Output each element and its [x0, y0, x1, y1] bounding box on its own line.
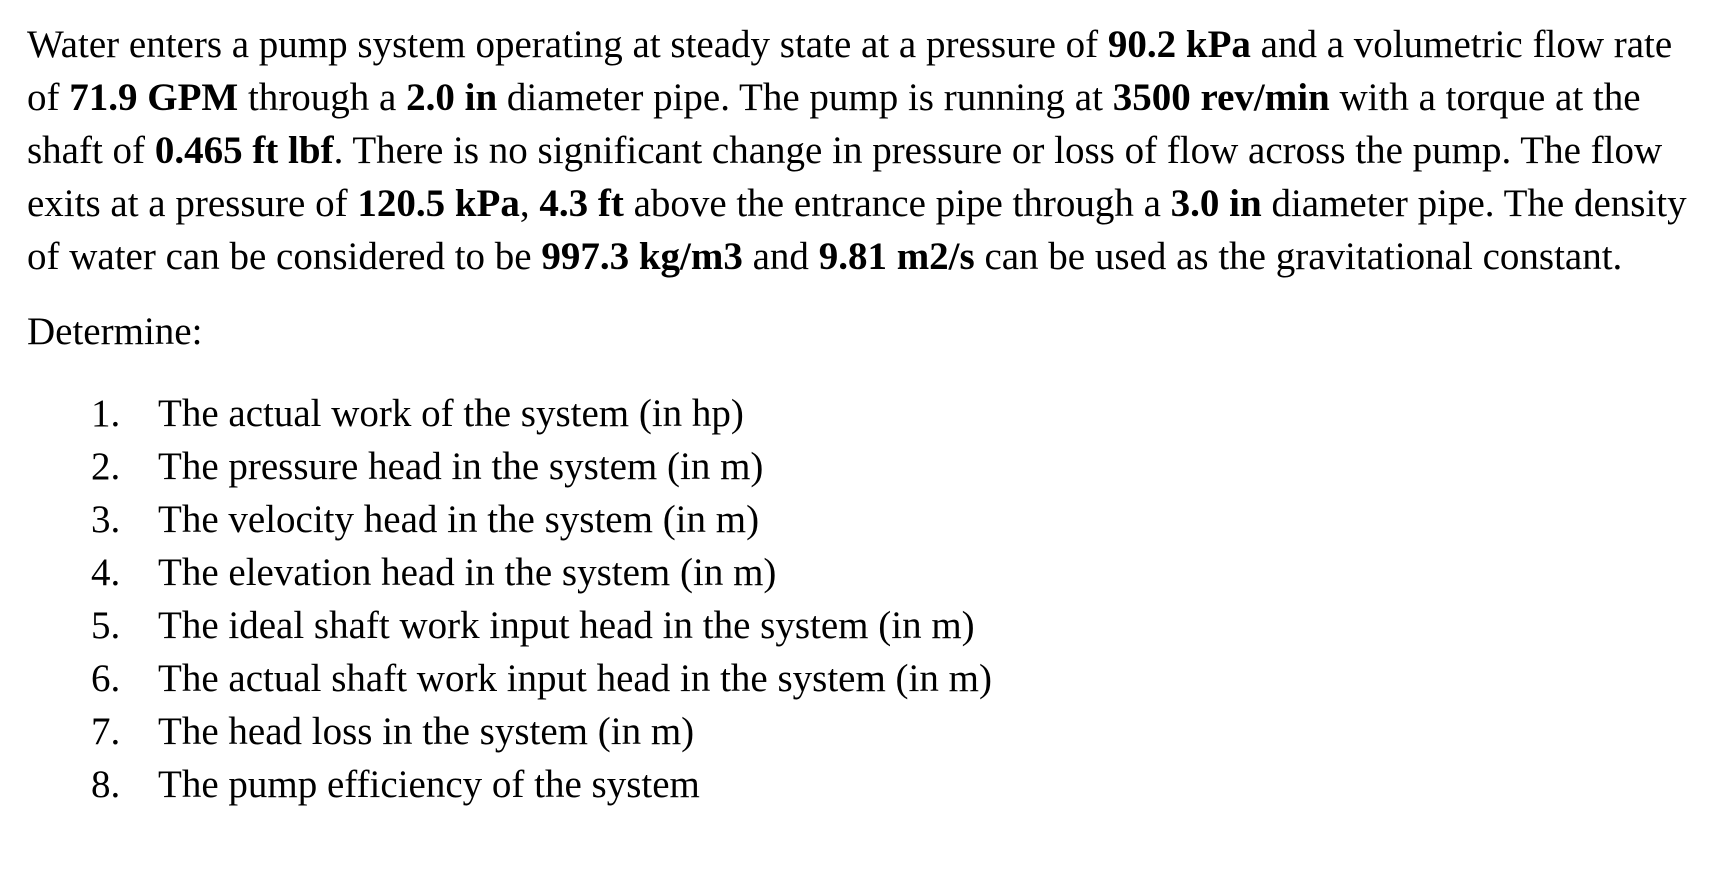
problem-text: and a volumetric flow rate of	[27, 23, 1673, 119]
gravity-value: 9.81 m2/s	[818, 235, 975, 278]
item-text: The pump efficiency of the system	[158, 763, 700, 806]
list-item	[27, 599, 1697, 652]
problem-text: above the entrance pipe through a	[623, 182, 1171, 225]
item-number: 4.	[91, 551, 121, 594]
document	[27, 18, 1697, 811]
item-text: The actual shaft work input head in the system (in m)	[158, 657, 992, 700]
outlet-diameter-value: 3.0 in	[1170, 182, 1262, 225]
item-number: 3.	[91, 498, 121, 541]
problem-text: . There is no significant change in pressure or loss of flow across the pump. The flow exits at a pressure of	[27, 129, 1663, 225]
problem-text: can be used as the gravitational constant.	[974, 235, 1623, 278]
list-item	[27, 440, 1697, 493]
problem-text: with a torque at the shaft of	[27, 76, 1641, 172]
item-text: The actual work of the system (in hp)	[158, 392, 744, 435]
inlet-pressure-value: 90.2 kPa	[1107, 23, 1251, 66]
determine-heading: Determine:	[27, 310, 203, 353]
problem-text: Water enters a pump system operating at steady state at a pressure of	[27, 23, 1108, 66]
item-number: 1.	[91, 392, 121, 435]
item-number: 6.	[91, 657, 121, 700]
list-item	[27, 387, 1697, 440]
elevation-value: 4.3 ft	[539, 182, 624, 225]
inlet-diameter-value: 2.0 in	[406, 76, 498, 119]
outlet-pressure-value: 120.5 kPa	[357, 182, 520, 225]
list-item	[27, 493, 1697, 546]
list-item	[27, 705, 1697, 758]
torque-value: 0.465 ft lbf	[154, 129, 334, 172]
problem-text: and	[742, 235, 819, 278]
item-text: The elevation head in the system (in m)	[158, 551, 777, 594]
item-number: 2.	[91, 445, 121, 488]
list-item	[27, 652, 1697, 705]
density-value: 997.3 kg/m3	[541, 235, 743, 278]
pump-speed-value: 3500 rev/min	[1112, 76, 1330, 119]
list-item	[27, 758, 1697, 811]
item-number: 8.	[91, 763, 121, 806]
item-number: 7.	[91, 710, 121, 753]
item-text: The velocity head in the system (in m)	[158, 498, 760, 541]
problem-text: diameter pipe. The pump is running at	[497, 76, 1113, 119]
problem-text: diameter pipe. The density of water can be considered to be	[27, 182, 1687, 278]
problem-text: ,	[519, 182, 540, 225]
item-text: The pressure head in the system (in m)	[158, 445, 764, 488]
question-list	[27, 387, 1697, 811]
item-text: The head loss in the system (in m)	[158, 710, 695, 753]
item-number: 5.	[91, 604, 121, 647]
problem-statement	[27, 18, 1687, 283]
list-item	[27, 546, 1697, 599]
item-text: The ideal shaft work input head in the system (in m)	[158, 604, 975, 647]
flow-rate-value: 71.9 GPM	[69, 76, 239, 119]
problem-text: through a	[238, 76, 407, 119]
